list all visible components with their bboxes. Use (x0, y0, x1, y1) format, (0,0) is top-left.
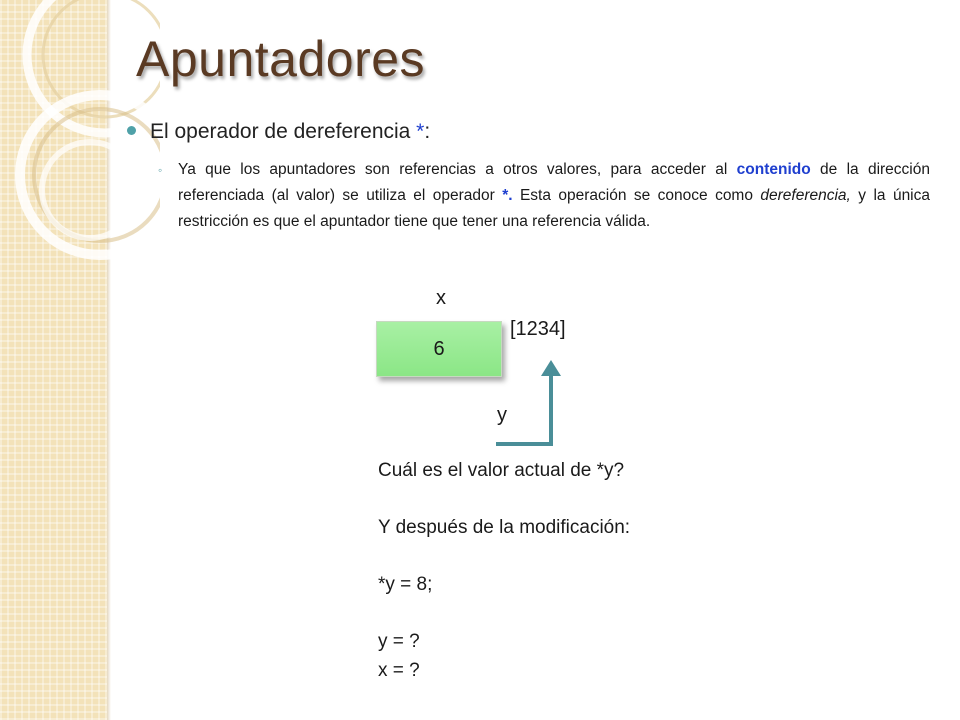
paragraph-part3: Esta operación se conoce como (512, 187, 761, 204)
paragraph-part4: y la única restricción es que el apuntador tiene que tener una referencia válida. (178, 187, 930, 230)
paragraph-part2: de la dirección referenciada (al valor) se utiliza el operador (178, 161, 930, 204)
question-current-value: Cuál es el valor actual de *y? (378, 460, 625, 481)
paragraph-accent: *. (502, 187, 513, 204)
explanation-paragraph (178, 157, 930, 235)
variable-x-label: x (436, 287, 446, 309)
bullet-accent: * (416, 120, 425, 143)
variable-y-label: y (497, 404, 507, 426)
question-y: y = ? (378, 631, 420, 652)
slide-title: Apuntadores (136, 31, 426, 87)
paragraph-part1: Ya que los apuntadores son referencias a otros valores, para acceder al (178, 161, 737, 178)
bullet-main (127, 120, 430, 144)
bullet-dot-icon (127, 126, 136, 135)
paragraph-italic: dereferencia, (760, 187, 851, 204)
bullet-text-after: : (424, 120, 431, 143)
value-box (376, 321, 502, 377)
value-box-text: 6 (433, 337, 445, 360)
code-assignment: *y = 8; (378, 574, 433, 595)
bullet-text-before: El operador de dereferencia (150, 120, 417, 143)
address-label: [1234] (510, 318, 566, 340)
question-after-modification: Y después de la modificación: (378, 517, 631, 538)
sub-bullet-marker-icon: ◦ (158, 163, 163, 177)
paragraph-strong: contenido (736, 161, 811, 178)
question-x: x = ? (378, 660, 420, 681)
